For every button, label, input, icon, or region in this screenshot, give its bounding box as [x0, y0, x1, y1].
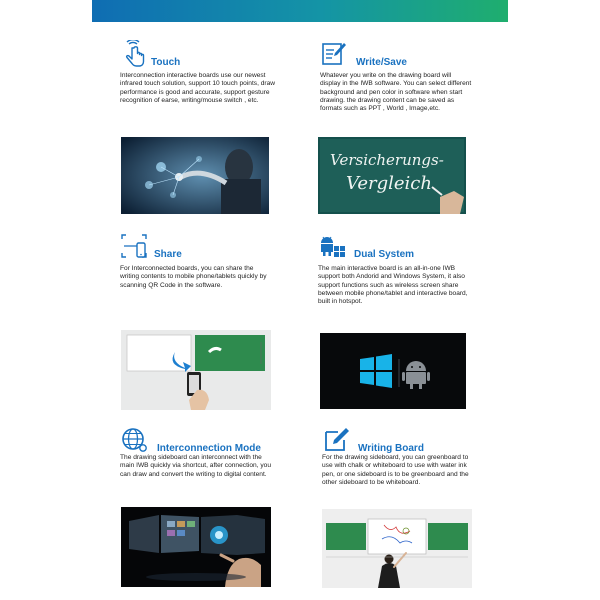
chalkboard-text-line1: Versicherungs- [330, 151, 444, 169]
write-save-title: Write/Save [356, 57, 407, 68]
android-windows-icon [318, 232, 346, 260]
interconnection-title: Interconnection Mode [157, 443, 261, 454]
touch-title: Touch [151, 57, 181, 68]
share-title: Share [154, 249, 182, 260]
header-banner [92, 0, 508, 22]
write-save-description: Whatever you write on the drawing board will display in the IWB software. You can select different background and pen color in software when start drawing. the drawing content can be saved as formats such as PPT , World , Image,etc. [320, 72, 472, 113]
touch-description: Interconnection interactive boards use our newest infrared touch solution, support 10 touch points, draw performance is good and accurate, support gesture recognition of earse, writing/mouse switch , etc. [120, 72, 276, 104]
share-photo [121, 330, 271, 410]
pen-document-icon [320, 40, 348, 68]
interconnection-photo [121, 507, 271, 587]
chalkboard-text-line2: Vergleich [346, 173, 432, 194]
hand-touch-icon [120, 40, 148, 68]
interconnection-description: The drawing sideboard can interconnect with the main IWB quickly via shortcut, after connection, you can draw and convert the writing to digital content. [120, 454, 271, 478]
dual-system-title: Dual System [354, 249, 415, 260]
touch-photo [121, 137, 269, 214]
pen-edit-icon [322, 426, 350, 454]
dual-system-photo [320, 333, 466, 409]
writing-board-description: For the drawing sideboard, you can greenboard to use with chalk or whiteboard to use with water ink pen, or one sideboard is to be greenboard and the other sideboard to be whiteboard. [322, 454, 469, 486]
globe-network-icon [120, 426, 148, 454]
phone-scan-icon [120, 232, 148, 260]
write-save-photo [318, 137, 466, 214]
dual-system-description: The main interactive board is an all-in-one IWB support both Andorid and Windows System, it also support functions such as wireless screen share between mobile phone/tablet and interactive board, built in hotspot. [318, 265, 468, 306]
share-description: For Interconnected boards, you can share the writing contents to mobile phone/tablets quickly by scanning QR Code in the software. [120, 265, 267, 289]
writing-board-title: Writing Board [358, 443, 424, 454]
writing-board-photo [322, 509, 472, 588]
